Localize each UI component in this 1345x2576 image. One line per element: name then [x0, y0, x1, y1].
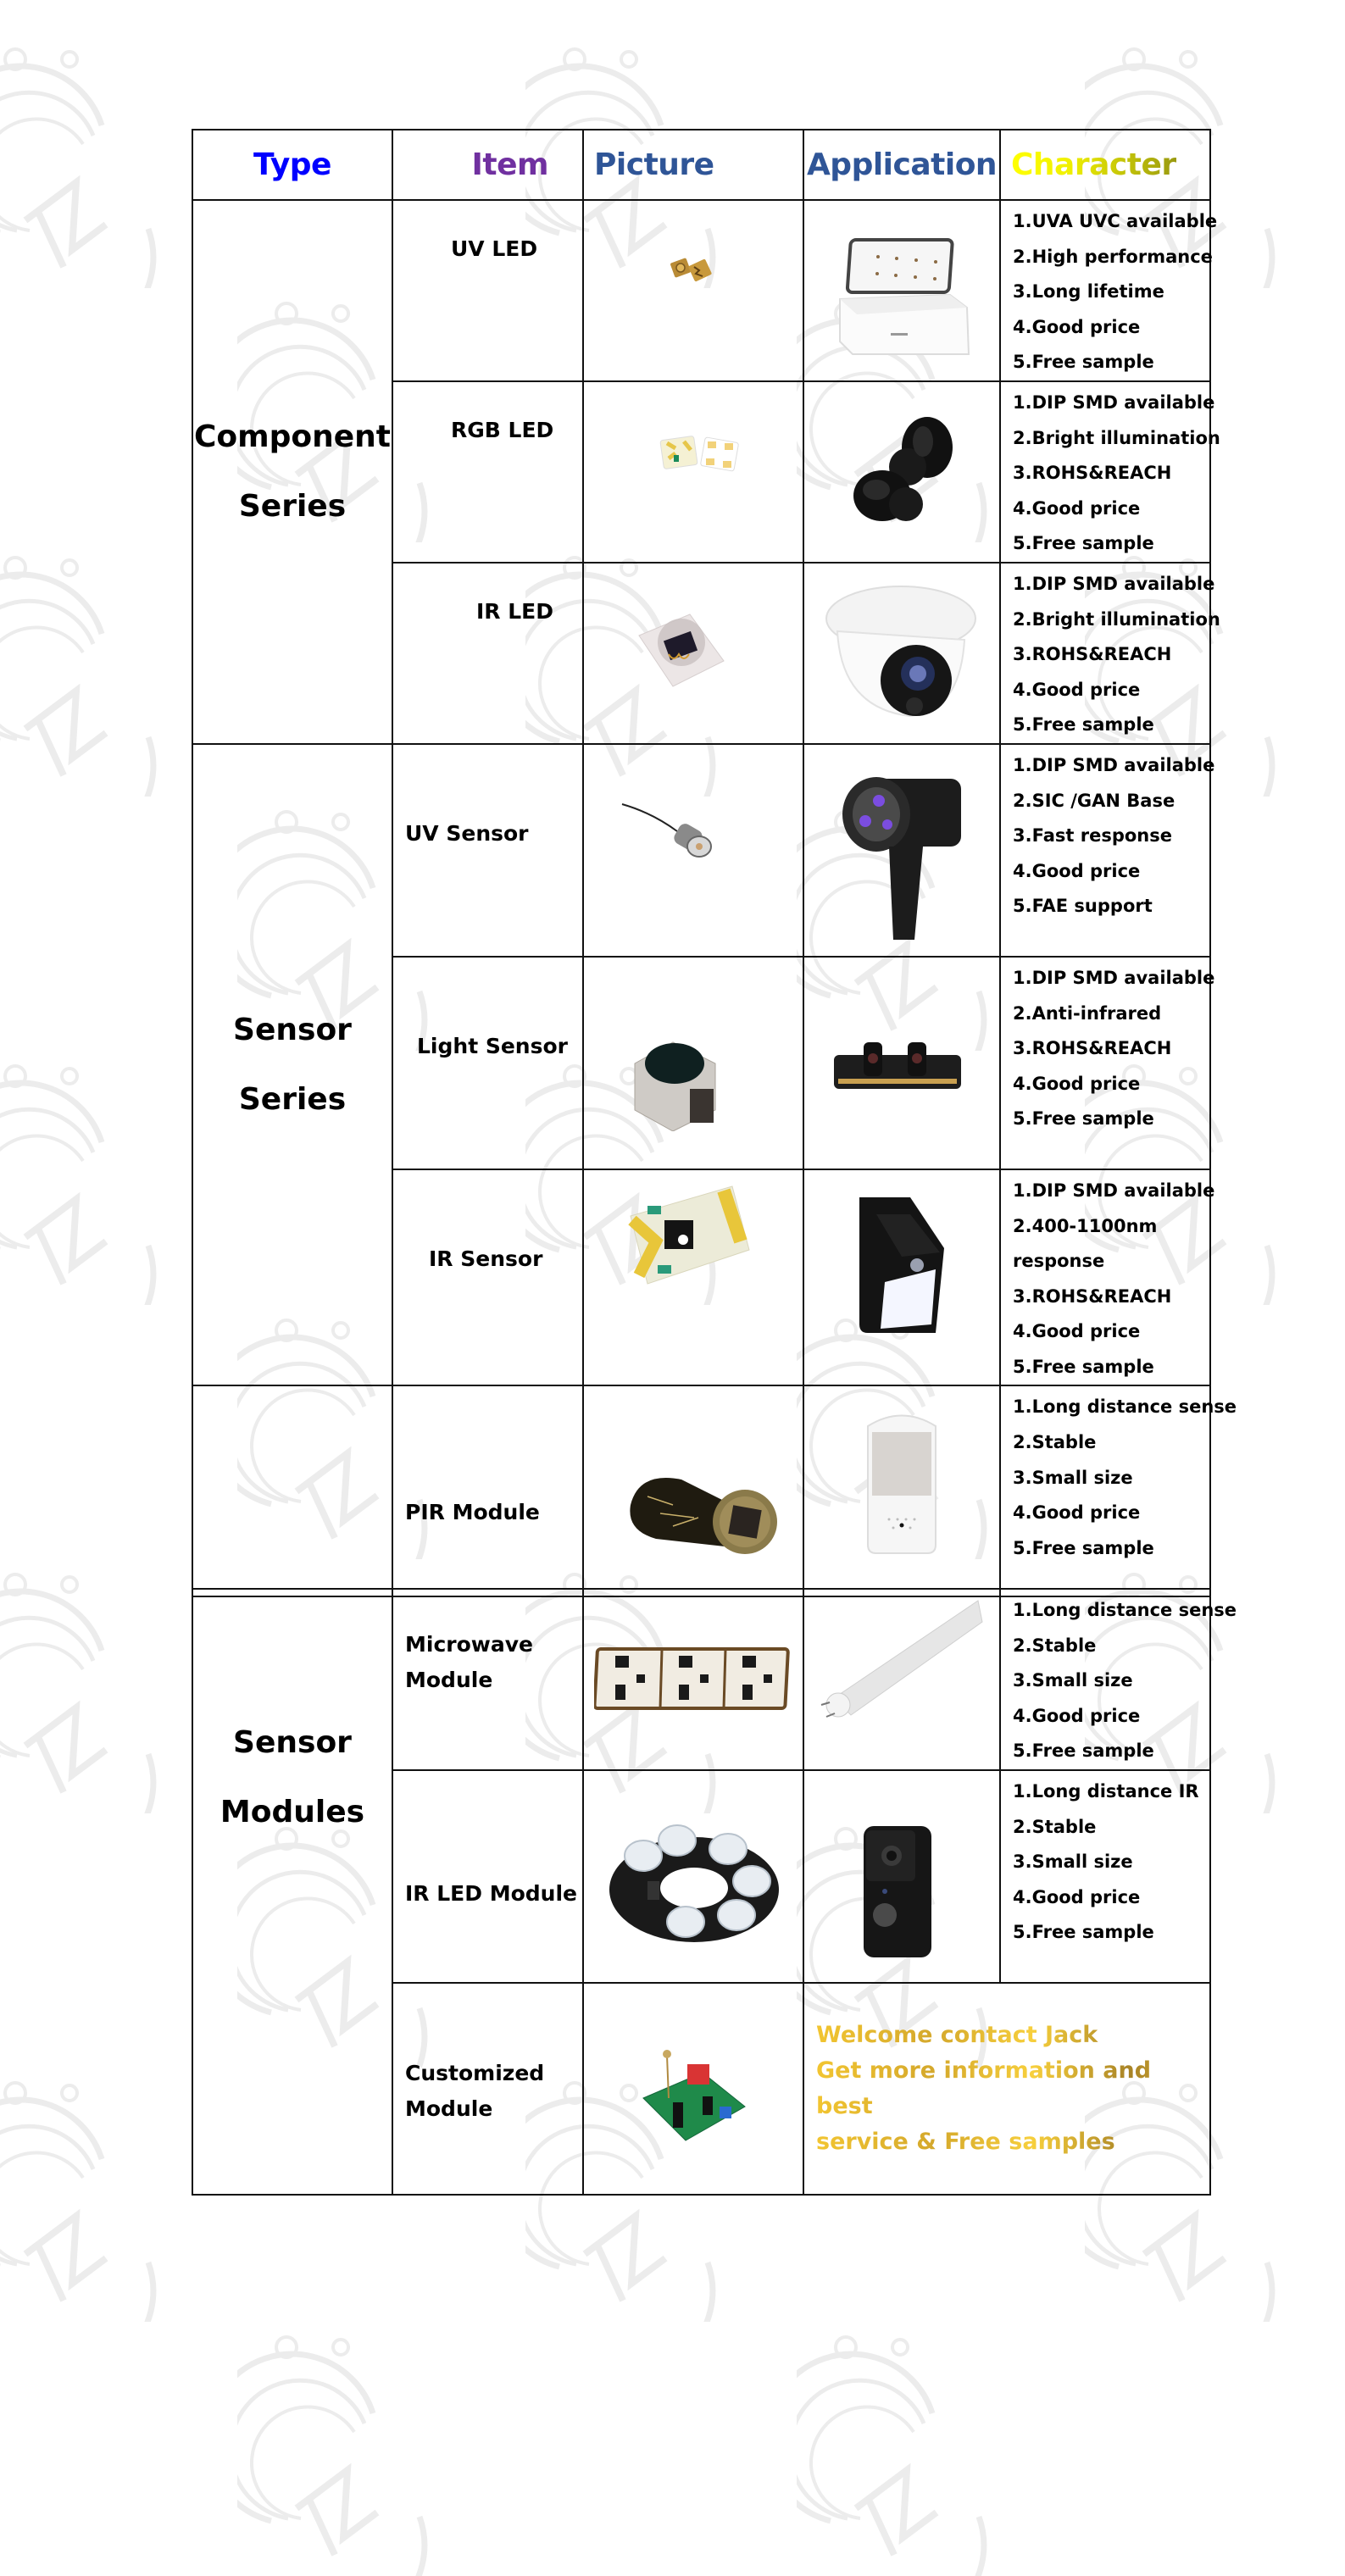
application-cell — [803, 744, 1000, 957]
table-header-row — [192, 130, 1210, 200]
uv-sensor-probe-icon — [618, 796, 728, 872]
item-cell — [392, 1385, 583, 1596]
type-cell-sensor-modules: Sensor Modules — [192, 1589, 392, 2195]
tz-watermark-icon — [0, 542, 186, 797]
welcome-message: Welcome contact Jack Get more information and best service & Free samples — [803, 1983, 1210, 2195]
tz-watermark-icon — [0, 2068, 186, 2322]
item-label-ir-sensor: IR Sensor — [429, 1246, 543, 1271]
microwave-module-boards-icon — [594, 1632, 793, 1725]
picture-cell — [583, 1385, 803, 1596]
header-type: Type — [192, 130, 392, 200]
tz-watermark-icon — [0, 1559, 186, 1813]
features-cell: 1.DIP SMD available 2.Bright illumination 3.ROHS&REACH 4.Good price 5.Free sample — [1000, 381, 1210, 563]
item-cell — [392, 1589, 583, 1770]
features-cell: 1.DIP SMD available 2.400-1100nm response 3.ROHS&REACH 4.Good price 5.Free sample — [1000, 1169, 1210, 1386]
item-label-light-sensor: Light Sensor — [417, 1033, 568, 1058]
features-cell: 1.Long distance sense 2.Stable 3.Small size 4.Good price 5.Free sample — [1000, 1589, 1210, 1770]
picture-cell — [583, 1169, 803, 1386]
tz-watermark-icon — [0, 34, 186, 288]
item-cell — [392, 381, 583, 563]
item-label-customized-module: Customized Module — [405, 2060, 545, 2121]
uv-led-chip-icon — [669, 252, 720, 286]
solar-wall-light-icon — [851, 1189, 961, 1341]
type-cell-sensor-series: Sensor Series — [192, 744, 392, 1386]
table-row — [192, 200, 1210, 381]
application-cell — [803, 957, 1000, 1169]
application-cell — [803, 1169, 1000, 1386]
picture-cell — [583, 1589, 803, 1770]
type-cell-component-series: Component Series — [192, 200, 392, 744]
picture-cell — [583, 563, 803, 744]
modules-table — [192, 1588, 1237, 2196]
trail-camera-icon — [859, 1822, 936, 1962]
item-label-uv-sensor: UV Sensor — [405, 820, 529, 846]
application-cell — [803, 1589, 1000, 1770]
table-row — [192, 1385, 1210, 1596]
item-label-rgb-led: RGB LED — [451, 417, 554, 442]
item-cell — [392, 1770, 583, 1983]
tz-watermark-icon — [0, 1051, 186, 1305]
application-cell — [803, 563, 1000, 744]
table-row — [192, 744, 1210, 957]
picture-cell — [583, 1983, 803, 2195]
features-cell: 1.DIP SMD available 2.Anti-infrared 3.ROHS&REACH 4.Good price 5.Free sample — [1000, 957, 1210, 1169]
custom-pcb-module-icon — [635, 2047, 753, 2149]
picture-cell — [583, 744, 803, 957]
item-cell — [392, 957, 583, 1169]
item-label-uv-led: UV LED — [451, 236, 538, 261]
application-cell — [803, 1385, 1000, 1596]
item-cell — [392, 200, 583, 381]
ir-led-ring-board-icon — [601, 1813, 787, 1949]
pir-module-board-icon — [622, 1454, 783, 1564]
wireless-earbuds-icon — [838, 401, 965, 545]
header-item: Item — [392, 130, 583, 200]
dual-camera-board-icon — [830, 1038, 965, 1097]
tz-watermark-icon — [237, 2322, 458, 2576]
application-cell — [803, 381, 1000, 563]
ir-sensor-chip-icon — [614, 1182, 758, 1292]
picture-cell — [583, 957, 803, 1169]
picture-cell — [583, 381, 803, 563]
features-cell: 1.DIP SMD available 2.SIC /GAN Base 3.Fast response 4.Good price 5.FAE support — [1000, 744, 1210, 957]
item-label-microwave-module: Microwave Module — [405, 1632, 533, 1692]
features-cell: 1.Long distance IR 2.Stable 3.Small size 4.Good price 5.Free sample — [1000, 1770, 1210, 1983]
features-cell: 1.DIP SMD available 2.Bright illumination 3.ROHS&REACH 4.Good price 5.Free sample — [1000, 563, 1210, 744]
picture-cell — [583, 200, 803, 381]
dome-camera-icon — [816, 572, 986, 733]
item-cell — [392, 744, 583, 957]
table-row — [192, 1589, 1210, 1770]
header-character: Character — [1000, 130, 1210, 200]
type-cell-empty — [192, 1385, 392, 1596]
item-cell — [392, 1983, 583, 2195]
uv-sterilizer-box-icon — [823, 214, 984, 367]
ir-led-chip-icon — [631, 602, 732, 703]
item-cell — [392, 1169, 583, 1386]
application-cell — [803, 1770, 1000, 1983]
picture-cell — [583, 1770, 803, 1983]
header-application: Application — [803, 130, 1000, 200]
uv-flashlight-icon — [830, 770, 974, 940]
application-cell — [803, 200, 1000, 381]
led-tube-light-icon — [813, 1596, 995, 1724]
product-table — [192, 129, 1237, 1597]
features-cell: 1.Long distance sense 2.Stable 3.Small size 4.Good price 5.Free sample — [1000, 1385, 1210, 1596]
rgb-led-chip-icon — [659, 433, 743, 475]
item-cell — [392, 563, 583, 744]
light-sensor-chip-icon — [622, 1030, 741, 1131]
features-cell: 1.UVA UVC available 2.High performance 3.Long lifetime 4.Good price 5.Free sample — [1000, 200, 1210, 381]
item-label-ir-led: IR LED — [476, 598, 554, 624]
header-picture: Picture — [583, 130, 803, 200]
tz-watermark-icon — [797, 2322, 1017, 2576]
pir-motion-detector-icon — [864, 1405, 940, 1557]
item-label-pir-module: PIR Module — [405, 1500, 540, 1525]
item-label-ir-led-module: IR LED Module — [405, 1880, 577, 1906]
